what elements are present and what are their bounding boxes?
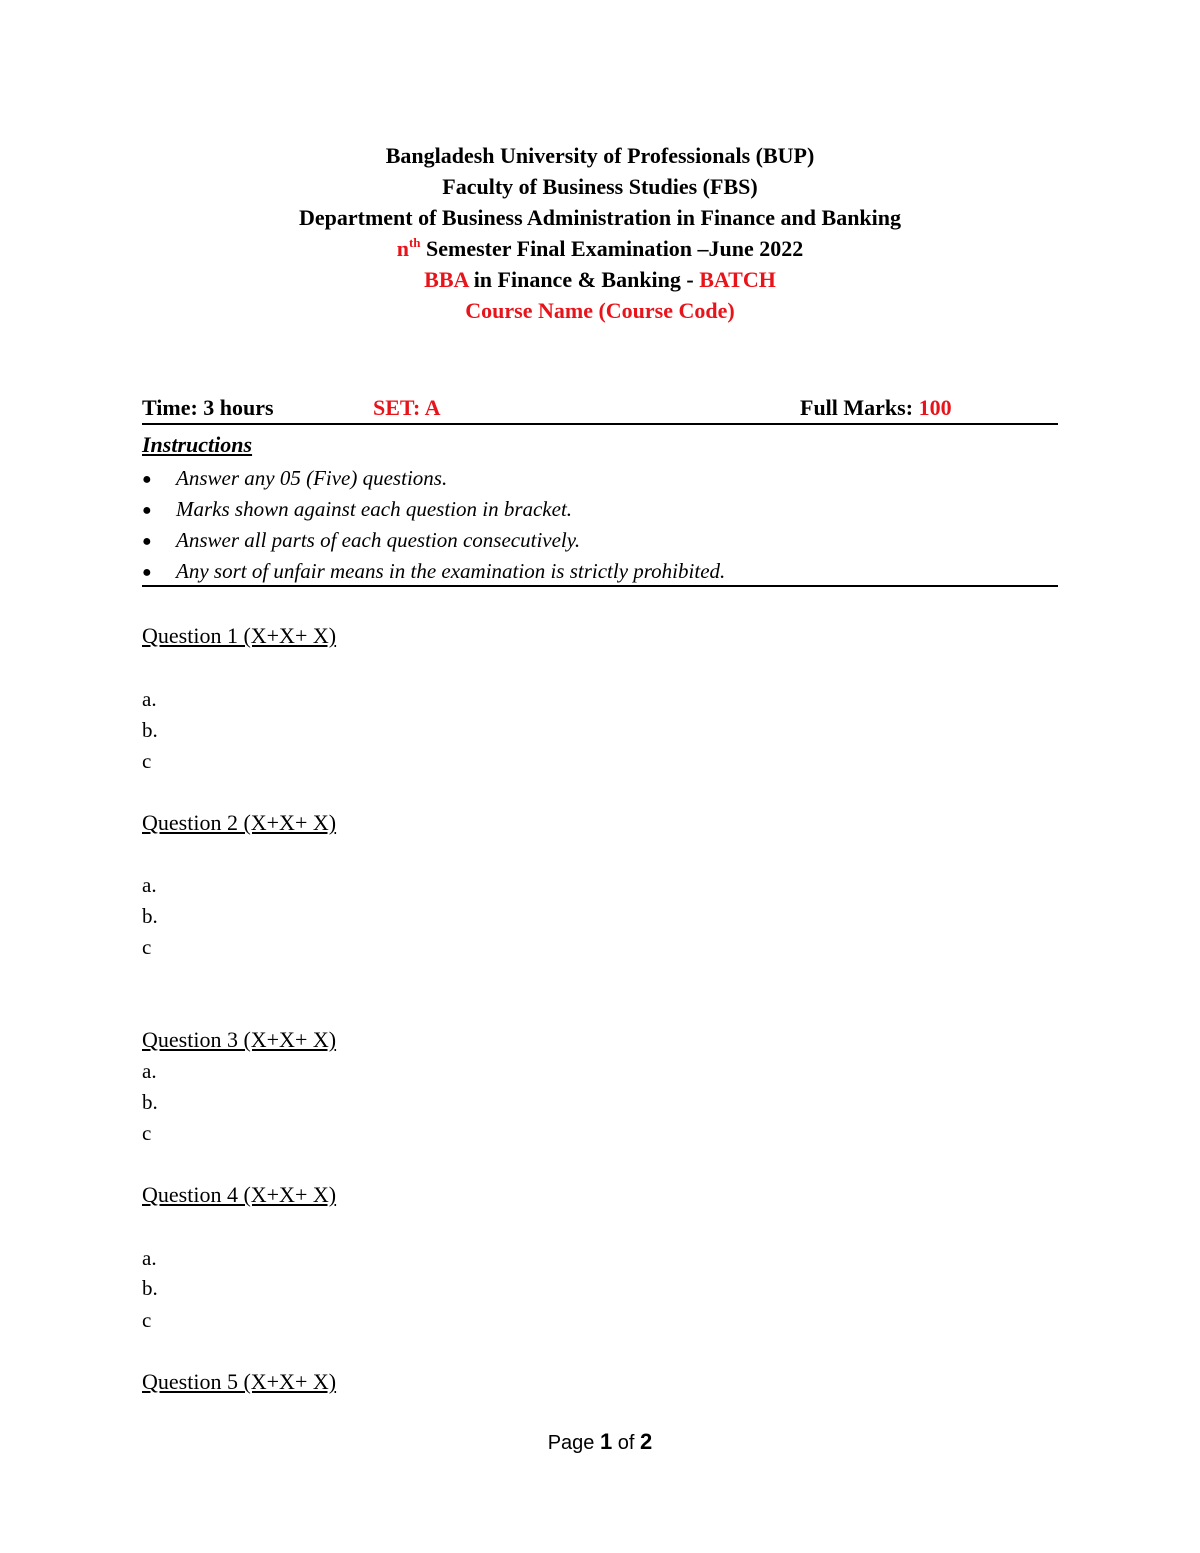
- footer-page-word: Page: [547, 1432, 600, 1454]
- divider-top: [142, 423, 1058, 425]
- instructions-title: Instructions: [142, 432, 253, 457]
- instruction-item: ● Any sort of unfair means in the examination is strictly prohibited.: [142, 557, 725, 587]
- semester-number: n: [396, 236, 409, 261]
- footer-page-total: 2: [640, 1429, 653, 1454]
- question-2-title: Question 2 (X+X+ X): [142, 810, 337, 835]
- question-4-title: Question 4 (X+X+ X): [142, 1182, 337, 1207]
- department-name: Department of Business Administration in Finance and Banking: [298, 205, 902, 230]
- question-3-title: Question 3 (X+X+ X): [142, 1027, 337, 1052]
- full-marks: [800, 394, 952, 422]
- full-marks-label: Full Marks:: [800, 395, 919, 420]
- program-bba: BBA: [424, 267, 469, 292]
- question-3-option-a: a.: [142, 1059, 157, 1083]
- program-text: in Finance & Banking -: [468, 267, 700, 292]
- footer-page-number: 1: [599, 1429, 613, 1454]
- program-batch: BATCH: [699, 267, 776, 292]
- question-3-option-b: b.: [142, 1090, 158, 1114]
- question-1-option-b: b.: [142, 718, 158, 742]
- faculty-name: Faculty of Business Studies (FBS): [442, 174, 758, 199]
- semester-line: [0, 235, 1200, 263]
- semester-text: Semester Final Examination –June 2022: [420, 236, 804, 261]
- divider-bottom: [142, 585, 1058, 587]
- university-name: Bangladesh University of Professionals (BUP): [385, 143, 815, 168]
- full-marks-value: 100: [918, 395, 952, 420]
- page-footer: [0, 1428, 1200, 1457]
- time-label: Time: 3 hours: [142, 395, 274, 420]
- bullet-icon: ●: [142, 564, 152, 581]
- question-1-title: Question 1 (X+X+ X): [142, 623, 337, 648]
- instruction-item: ● Marks shown against each question in bracket.: [142, 495, 572, 525]
- set-label: SET: A: [373, 395, 441, 420]
- exam-meta-row: [142, 394, 1058, 424]
- question-3-option-c: c: [142, 1121, 152, 1145]
- question-1-option-c: c: [142, 749, 152, 773]
- semester-ordinal: th: [408, 235, 421, 250]
- bullet-icon: ●: [142, 471, 152, 488]
- footer-of-word: of: [612, 1432, 641, 1454]
- question-4-option-c: c: [142, 1308, 152, 1332]
- course-name: Course Name (Course Code): [465, 298, 735, 323]
- instruction-item: ● Answer any 05 (Five) questions.: [142, 464, 447, 494]
- bullet-icon: ●: [142, 533, 152, 550]
- bullet-icon: ●: [142, 502, 152, 519]
- question-2-option-b: b.: [142, 904, 158, 928]
- question-5-title: Question 5 (X+X+ X): [142, 1369, 337, 1394]
- question-2-option-a: a.: [142, 873, 157, 897]
- program-line: [0, 266, 1200, 294]
- question-4-option-b: b.: [142, 1276, 158, 1300]
- question-2-option-c: c: [142, 935, 152, 959]
- question-1-option-a: a.: [142, 687, 157, 711]
- instruction-item: ● Answer all parts of each question consecutively.: [142, 526, 580, 556]
- question-4-option-a: a.: [142, 1246, 157, 1270]
